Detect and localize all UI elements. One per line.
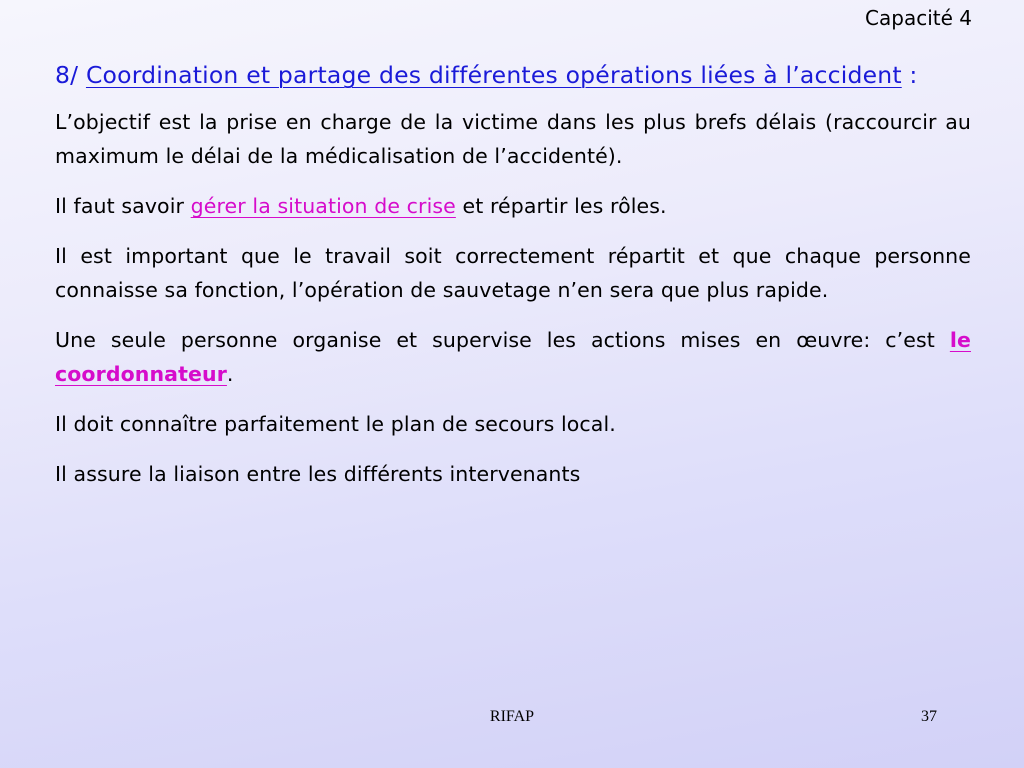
slide-content <box>55 58 971 507</box>
footer-organization: RIFAP <box>489 708 535 725</box>
crisis-management-link[interactable]: gérer la situation de crise <box>190 194 456 218</box>
capacity-label: Capacité 4 <box>865 6 972 30</box>
section-heading <box>55 58 971 93</box>
page-number: 37 <box>921 708 937 725</box>
paragraph-coordinator-after: . <box>226 362 234 386</box>
coordinator-link[interactable]: le coordonnateur <box>55 328 971 386</box>
section-title-link[interactable]: Coordination et partage des différentes opérations liées à l’accident <box>85 61 902 89</box>
paragraph-liaison: Il assure la liaison entre les différents intervenants <box>55 462 581 486</box>
paragraph-crisis <box>55 189 971 223</box>
paragraph-roles: Il est important que le travail soit correctement répartit et que chaque personne connaisse sa fonction, l’opération de sauvetage n’en sera que plus rapide. <box>55 244 971 302</box>
paragraph-crisis-after: et répartir les rôles. <box>455 194 667 218</box>
paragraph-coordinator-before: Une seule personne organise et supervise les actions mises en œuvre: c’est <box>55 328 950 352</box>
section-heading-colon: : <box>901 61 918 89</box>
paragraph-coordinator <box>55 323 971 391</box>
paragraph-rescue-plan: Il doit connaître parfaitement le plan de secours local. <box>55 412 616 436</box>
paragraph-crisis-before: Il faut savoir <box>55 194 191 218</box>
paragraph-objective: L’objectif est la prise en charge de la victime dans les plus brefs délais (raccourcir au maximum le délai de la médicalisation de l’accidenté). <box>55 110 971 168</box>
section-number: 8/ <box>55 61 86 89</box>
